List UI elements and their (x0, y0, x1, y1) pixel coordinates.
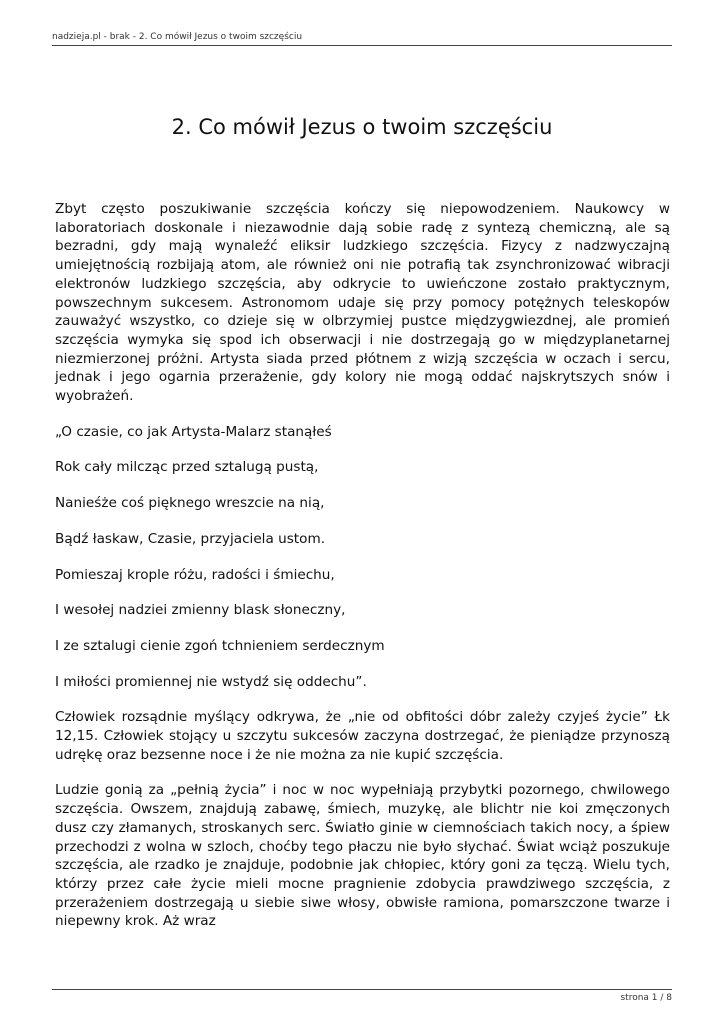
paragraph-luke: Człowiek rozsądnie myślący odkrywa, że „nie od obfitości dóbr zależy czyjeś życie” Łk 12,15. Człowiek stojący u szczytu sukcesów zaczyna dostrzegać, że pieniądze przynoszą udrękę oraz bezsenne noce i że nie można za nie kupić szczęścia. (55, 709, 670, 763)
verse-line: Nanieśże coś pięknego wreszcie na nią, (55, 495, 325, 512)
verse-line: Rok cały milcząc przed sztalugą pustą, (55, 459, 319, 476)
verse-line: „O czasie, co jak Artysta-Malarz stanąłeś (55, 423, 332, 440)
verse-line: I wesołej nadziei zmienny blask słoneczny, (55, 602, 346, 619)
verse-line: Pomieszaj krople różu, radości i śmiechu, (55, 566, 335, 583)
page-number: strona 1 / 8 (620, 993, 672, 1003)
page-header: nadzieja.pl - brak - 2. Co mówił Jezus o twoim szczęściu (52, 31, 672, 46)
paragraph-intro: Zbyt często poszukiwanie szczęścia kończy się niepowodzeniem. Naukowcy w laboratoriach doskonale i niezawodnie dają sobie radę z syntezą chemiczną, ale są bezradni, gdy mają wynaleźć eliksir ludzkiego szczęścia. Fizycy z nadzwyczajną umiejętnością rozbijają atom, ale również oni nie potrafią tak zsynchronizować wibracji elektronów ludzkiego szczęścia, aby odkrycie to uwieńczone zostało praktycznym, powszechnym sukcesem. Astronomom udaje się przy pomocy potężnych teleskopów zauważyć wszystko, co dzieje się w olbrzymiej pustce międzygwiezdnej, ale promień szczęścia wymyka się spod ich obserwacji i nie dostrzegają go w międzyplanetarnej niezmierzonej próżni. Artysta siada przed płótnem z wizją szczęścia w oczach i sercu, jednak i jego ogarnia przerażenie, gdy kolory nie mogą oddać najskrytszych snów i wyobrażeń. (55, 201, 670, 405)
verse-line: I ze sztalugi cienie zgoń tchnieniem serdecznym (55, 637, 385, 654)
verse-line: Bądź łaskaw, Czasie, przyjaciela ustom. (55, 530, 326, 547)
page-title: 2. Co mówił Jezus o twoim szczęściu (171, 115, 553, 139)
paragraph-pursuit: Ludzie gonią za „pełnią życia” i noc w noc wypełniają przybytki pozornego, chwilowego szczęścia. Owszem, znajdują zabawę, śmiech, muzykę, ale blichtr nie koi zmęczonych dusz czy złamanych, stroskanych serc. Światło ginie w ciemnościach takich nocy, a śpiew przechodzi z wolna w szloch, choćby tego płaczu nie było słychać. Świat wciąż poszukuje szczęścia, ale rzadko je znajduje, podobnie jak chłopiec, który goni za tęczą. Wielu tych, którzy przez całe życie mieli mocne pragnienie zdobycia prawdziwego szczęścia, z przerażeniem dostrzegają u siebie siwe włosy, obwisłe ramiona, pomarszczone twarze i niepewny krok. Aż wraz (55, 782, 670, 930)
article-body (55, 200, 670, 948)
verse-line: I miłości promiennej nie wstydź się oddechu”. (55, 673, 367, 690)
page-footer (52, 989, 672, 1004)
